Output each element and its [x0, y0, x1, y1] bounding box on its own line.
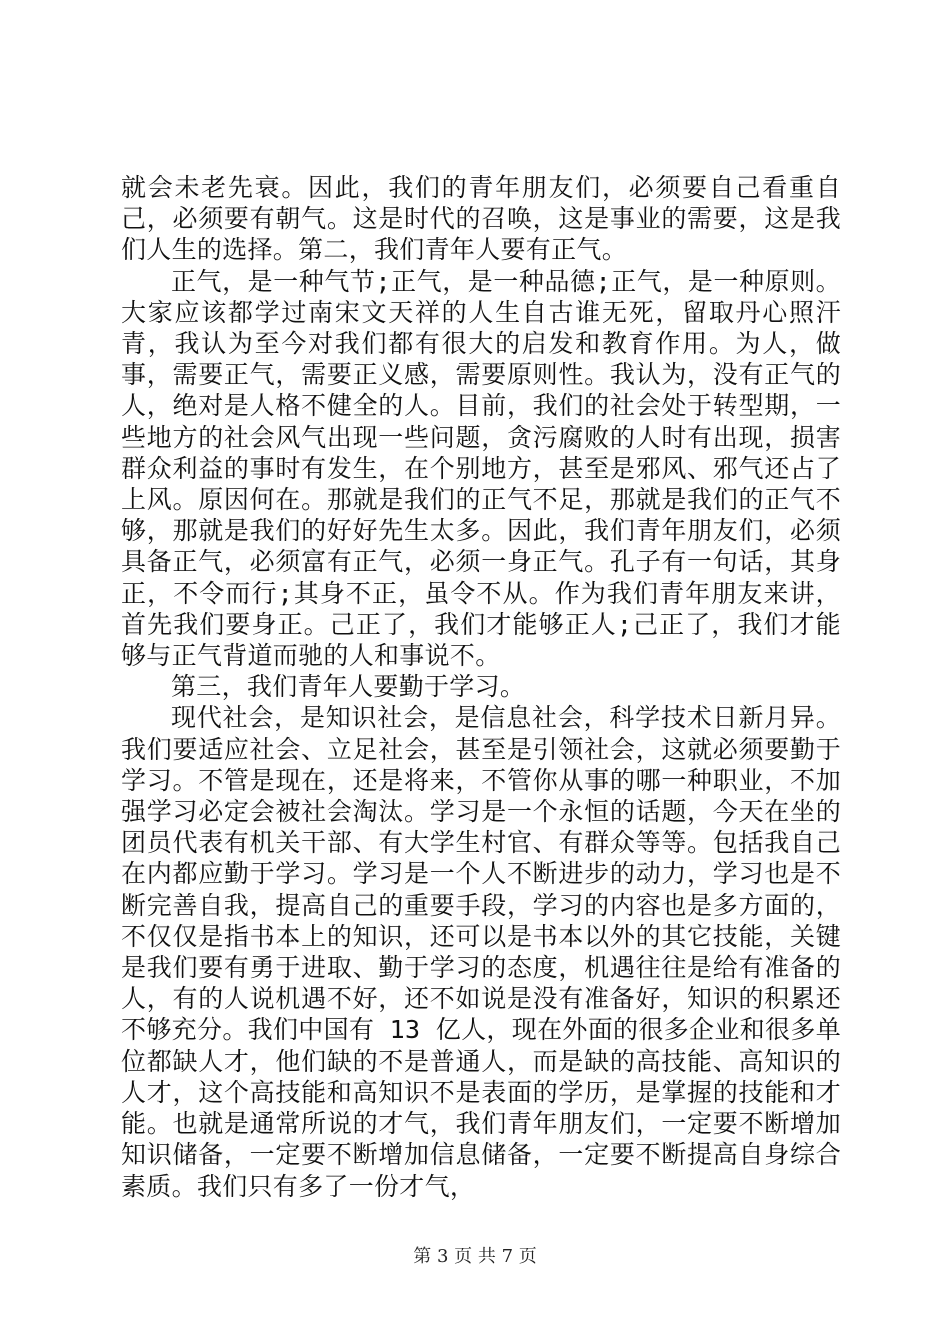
paragraph-3: 第三，我们青年人要勤于学习。 — [171, 672, 526, 702]
paragraph-1: 就会未老先衰。因此，我们的青年朋友们，必须要自己看重自己，必须要有朝气。这是时代的召唤，这是事业的需要，这是我们人生的选择。第二，我们青年人要有正气。 — [121, 173, 841, 265]
paragraph-2: 正气，是一种气节;正气，是一种品德;正气，是一种原则。大家应该都学过南宋文天祥的人生自古谁无死，留取丹心照汗青，我认为至今对我们都有很大的启发和教育作用。为人，做事，需要正气，需要正义感，需要原则性。我认为，没有正气的人，绝对是人格不健全的人。目前，我们的社会处于转型期，一些地方的社会风气出现一些问题，贪污腐败的人时有出现，损害群众利益的事时有发生，在个别地方，甚至是邪风、邪气还占了上风。原因何在。那就是我们的正气不足，那就是我们的正气不够，那就是我们的好好先生太多。因此，我们青年朋友们，必须具备正气，必须富有正气，必须一身正气。孔子有一句话，其身正，不令而行;其身不正，虽令不从。作为我们青年朋友来讲，首先我们要身正。己正了，我们才能够正人;己正了，我们才能够与正气背道而驰的人和事说不。 — [121, 266, 841, 671]
document-body — [121, 172, 841, 1202]
paragraph-4: 现代社会，是知识社会，是信息社会，科学技术日新月异。我们要适应社会、立足社会，甚至是引领社会，这就必须要勤于学习。不管是现在，还是将来，不管你从事的哪一种职业，不加强学习必定会被社会淘汰。学习是一个永恒的话题，今天在坐的团员代表有机关干部、有大学生村官、有群众等等。包括我自己在内都应勤于学习。学习是一个人不断进步的动力，学习也是不断完善自我，提高自己的重要手段，学习的内容也是多方面的，不仅仅是指书本上的知识，还可以是书本以外的其它技能，关键是我们要有勇于进取、勤于学习的态度，机遇往往是给有准备的人，有的人说机遇不好，还不如说是没有准备好，知识的积累还不够充分。我们中国有 13 亿人，现在外面的很多企业和很多单位都缺人才，他们缺的不是普通人，而是缺的高技能、高知识的人才，这个高技能和高知识不是表面的学历，是掌握的技能和才能。也就是通常所说的才气，我们青年朋友们，一定要不断增加知识储备，一定要不断增加信息储备，一定要不断提高自身综合素质。我们只有多了一份才气， — [121, 703, 841, 1201]
page-number-footer: 第 3 页 共 7 页 — [413, 1246, 537, 1267]
